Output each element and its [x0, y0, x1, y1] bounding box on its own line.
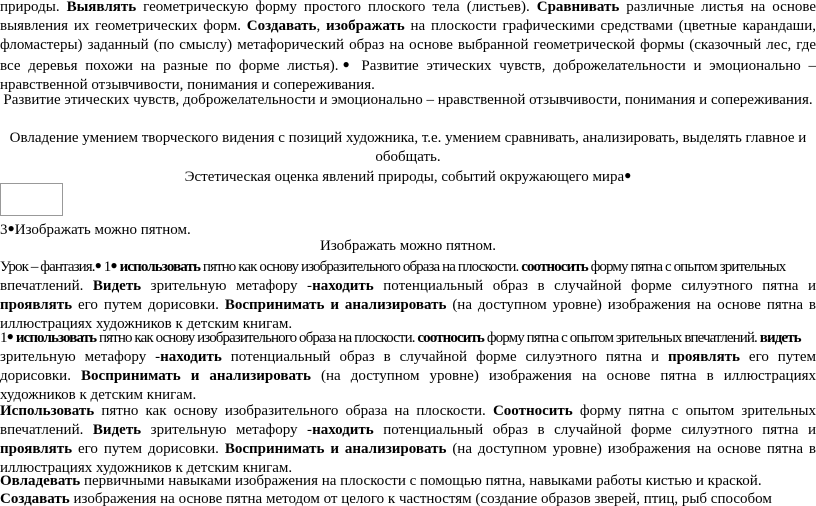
bullet-icon: ●	[94, 258, 101, 272]
paragraph-ethics: Развитие этических чувств, доброжелательности и эмоционально – нравственной отзывчивости, понимания и сопереживания.	[3, 92, 813, 108]
condensed-line: 1● использовать пятно как основу изобразительного образа на плоскости. соотносить форму пятна с опытом зрительных впечатлений. видеть	[0, 329, 801, 346]
paragraph-use-spot-2: Использовать пятно как основу изобразительного образа на плоскости. Соотносить форму пятна с опытом зрительных впечатлений. Видеть зрительную метафору -находить потенциальный образ в случайной форме силуэтного пятна и проявлять его путем дорисовки. Воспринимать и анализировать (на доступном уровне) изображения на основе пятна в иллюстрациях художников к детским книгам.	[0, 403, 816, 476]
paragraph-creative-vision: Овладение умением творческого видения с позиций художника, т.е. умением сравнивать, анализировать, выделять главное и обобщать.	[9, 130, 807, 165]
text: Эстетическая оценка явлений природы, событий окружающего мира	[184, 169, 625, 185]
paragraph-master-skills: Овладевать первичными навыками изображения на плоскости с помощью пятна, навыками работы кистью и краской.	[0, 473, 762, 489]
paragraph-lesson-title: Изображать можно пятном.	[320, 238, 496, 254]
paragraph-task-leaves	[0, 0, 816, 95]
lesson-number: 3	[0, 222, 8, 238]
condensed-line: Урок – фантазия.● 1● использовать пятно как основу изобразительного образа на плоскости. соотносить форму пятна с опытом зрительных	[0, 258, 786, 275]
verb-bold: Сравнивать	[536, 0, 620, 15]
text: геометрическую форму простого плоского тела (листьев).	[136, 0, 537, 15]
bullet-icon: ●	[110, 258, 117, 272]
paragraph-create-images: Создавать изображения на основе пятна методом от целого к частностям (создание образов зверей, птиц, рыб способом	[0, 491, 772, 506]
bullet-icon: ●	[6, 329, 13, 343]
empty-box	[0, 183, 63, 216]
verb-bold: Выявлять	[66, 0, 137, 15]
text: различные листья на основе выявления их геометрических форм.	[0, 0, 816, 34]
text: природы.	[0, 0, 67, 15]
text: Развитие этических чувств, доброжелательности и эмоционально – нравственной отзывчивости, понимания и сопереживания.	[0, 58, 816, 93]
verb-bold: Создавать	[246, 18, 317, 34]
paragraph-aesthetic	[0, 166, 816, 187]
verb-bold: изображать	[326, 18, 405, 34]
bullet-icon: ●	[338, 57, 354, 71]
text: ,	[316, 18, 327, 34]
paragraph-use-spot-1: 1● использовать пятно как основу изобразительного образа на плоскости. соотносить форму пятна с опытом зрительных впечатлений. видеть зрительную метафору -находить потенциальный образ в случайной форме силуэтного пятна и проявлять его путем дорисовки. Воспринимать и анализировать (на доступном уровне) изображения на основе пятна в иллюстрациях художников к детским книгам.	[0, 329, 816, 403]
bullet-icon: ●	[624, 168, 632, 182]
bullet-icon: ●	[7, 221, 15, 235]
text: Изображать можно пятном.	[14, 222, 191, 238]
text: на плоскости графическими средствами (цветные карандаши, фломастеры) заданный (по смыслу) метафорический образ на основе выбранной геометрической формы (сказочный лес, где все деревья похожи на разные по форме листья).	[0, 18, 816, 74]
paragraph-fantasy-lesson: Урок – фантазия.● 1● использовать пятно как основу изобразительного образа на плоскости. соотносить форму пятна с опытом зрительных впечатлений. Видеть зрительную метафору -находить потенциальный образ в случайной форме силуэтного пятна и проявлять его путем дорисовки. Воспринимать и анализировать (на доступном уровне) изображения на основе пятна в иллюстрациях художников к детским книгам.	[0, 258, 816, 332]
